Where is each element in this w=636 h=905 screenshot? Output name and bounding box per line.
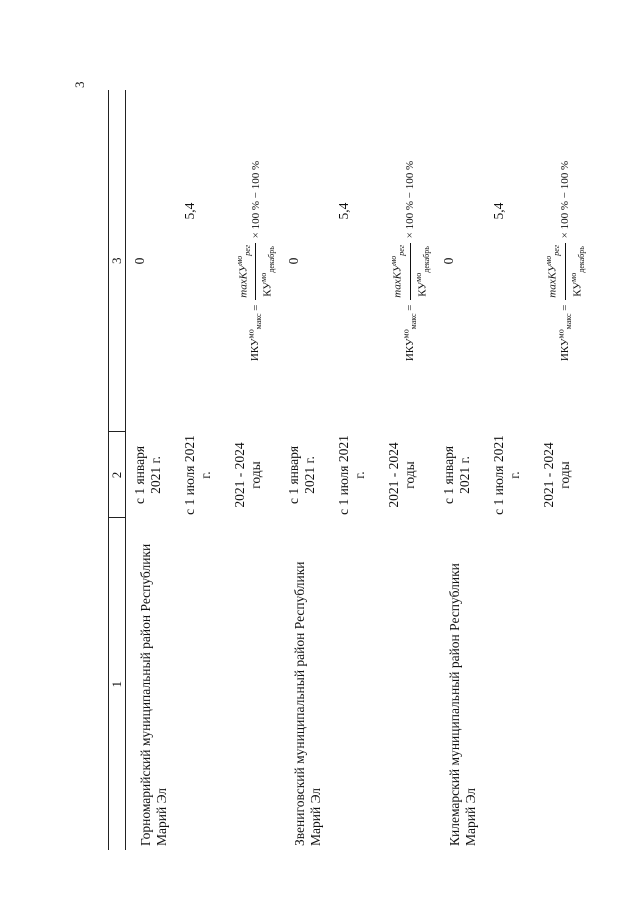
period-cell: с 1 июля 2021 г. <box>490 435 522 515</box>
value-cell: 0 <box>132 257 147 265</box>
table-body <box>126 90 590 850</box>
municipality-name: Звениговский муниципальный район Республики Марий Эл <box>292 561 324 846</box>
formula-lhs: $ИКУ^{мо}_{макс}$ <box>401 313 419 362</box>
period-cell: с 1 января 2021 г. <box>132 445 163 505</box>
municipality-name: Горномарийский муниципальный район Республики Марий Эл <box>138 543 169 846</box>
formula-fraction: maxКУ$^{мо}_{рег}$ $КУ^{мо}_{декабрь}$ <box>232 243 281 300</box>
rotated-table-container <box>108 90 586 850</box>
formula-cell: $ИКУ^{мо}_{макс}$ = maxКУ$^{мо}_{рег}$ $КУ^{мо}_{декабрь}$ × 100 % − 100 % <box>535 90 590 432</box>
header-col-1: 1 <box>109 518 126 850</box>
table-row <box>126 90 176 850</box>
value-cell: 5,4 <box>336 202 352 220</box>
municipality-name: Килемарский муниципальный район Республики Марий Эл <box>446 563 478 846</box>
formula-fraction: maxКУ$^{мо}_{рег}$ $КУ^{мо}_{декабрь}$ <box>541 243 590 300</box>
value-cell: 5,4 <box>181 202 197 220</box>
formula-tail: × 100 % − 100 % <box>404 160 417 239</box>
value-cell: 0 <box>440 257 456 265</box>
formula-cell: $ИКУ^{мо}_{макс}$ = maxКУ$^{мо}_{рег}$ $КУ^{мо}_{декабрь}$ × 100 % − 100 % <box>380 90 435 432</box>
period-cell: с 1 января 2021 г. <box>440 445 472 505</box>
formula-fraction: maxКУ$^{мо}_{рег}$ $КУ^{мо}_{декабрь}$ <box>386 243 435 300</box>
table-row <box>280 90 330 850</box>
period-cell: с 1 января 2021 г. <box>286 445 318 505</box>
formula-tail: × 100 % − 100 % <box>249 160 262 239</box>
period-cell: 2021 - 2024 годы <box>540 442 572 508</box>
formula-lhs: $ИКУ^{мо}_{макс}$ <box>246 313 264 362</box>
value-cell: 0 <box>286 257 302 265</box>
table-header-row <box>109 90 126 850</box>
period-cell: с 1 июля 2021 г. <box>336 435 368 515</box>
formula-tail: × 100 % − 100 % <box>558 160 571 239</box>
header-col-3: 3 <box>109 90 126 432</box>
data-table <box>108 90 590 850</box>
page-number: 3 <box>72 81 87 88</box>
value-cell: 5,4 <box>490 202 506 220</box>
period-cell: с 1 июля 2021 г. <box>181 435 213 515</box>
header-col-2: 2 <box>109 432 126 518</box>
table-row <box>435 90 485 850</box>
period-cell: 2021 - 2024 годы <box>231 442 263 508</box>
period-cell: 2021 - 2024 годы <box>386 442 418 508</box>
formula-cell: $ИКУ^{мо}_{макс}$ = maxКУ$^{мо}_{рег}$ $КУ^{мо}_{декабрь}$ × 100 % − 100 % <box>226 90 281 432</box>
formula-lhs: $ИКУ^{мо}_{макс}$ <box>556 313 573 362</box>
